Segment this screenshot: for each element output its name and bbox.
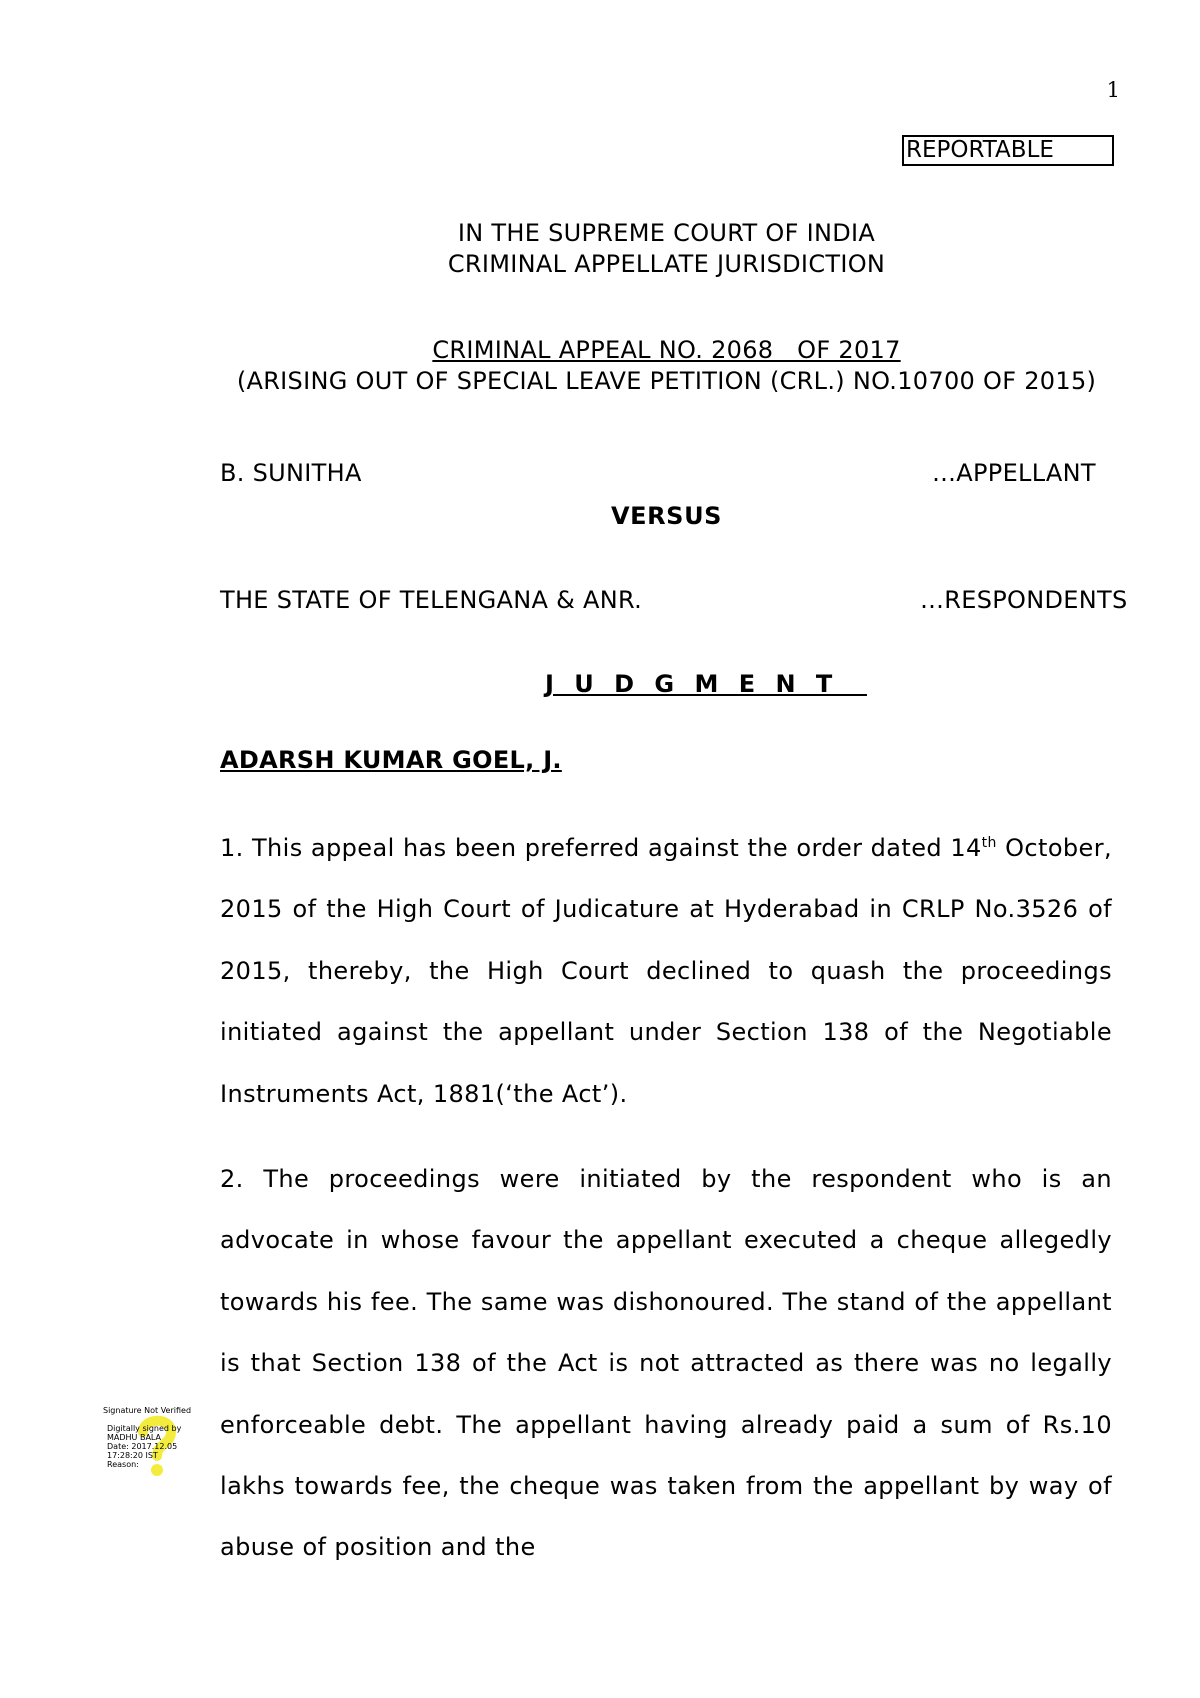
respondent-role: …RESPONDENTS <box>920 586 1128 614</box>
court-jurisdiction: CRIMINAL APPELLATE JURISDICTION <box>447 250 886 278</box>
digital-signature-stamp <box>103 1406 207 1486</box>
signature-status: Signature Not Verified <box>103 1406 192 1415</box>
reportable-label: REPORTABLE <box>902 135 1114 166</box>
appeal-number: CRIMINAL APPEAL NO. 2068 OF 2017 <box>432 336 901 364</box>
appellant-role: …APPELLANT <box>932 459 1096 487</box>
court-name: IN THE SUPREME COURT OF INDIA <box>457 219 876 247</box>
judgment-title: J U D G M E N T <box>545 670 867 698</box>
paragraph-1 <box>220 818 1112 1125</box>
versus-label: VERSUS <box>610 502 723 530</box>
signature-reason: Reason: <box>107 1460 139 1469</box>
judge-name: ADARSH KUMAR GOEL, J. <box>220 746 562 774</box>
signature-signed-by: Digitally signed by <box>107 1424 182 1433</box>
paragraph-1-rest: October, 2015 of the High Court of Judicature at Hyderabad in CRLP No.3526 of 2015, thereby, the High Court declined to quash the proceedings initiated against the appellant under Section 138 of the Negotiable Instruments Act, 1881(‘the Act’). <box>220 834 1112 1108</box>
paragraph-2: 2. The proceedings were initiated by the respondent who is an advocate in whose favour the appellant executed a cheque allegedly towards his fee. The same was dishonoured. The stand of the appellant is that Section 138 of the Act is not attracted as there was no legally enforceable debt. The appellant having already paid a sum of Rs.10 lakhs towards fee, the cheque was taken from the appellant by way of abuse of position and the <box>220 1165 1112 1562</box>
signature-time: 17:28:20 IST <box>107 1451 158 1460</box>
paragraph-1-start: 1. This appeal has been preferred against the order dated 14 <box>220 834 982 862</box>
appellant-name: B. SUNITHA <box>220 459 362 487</box>
respondent-name: THE STATE OF TELENGANA & ANR. <box>220 586 643 614</box>
ordinal-suffix: th <box>981 835 997 851</box>
signature-signer: MADHU BALA <box>107 1433 162 1442</box>
page-number: 1 <box>1106 78 1120 102</box>
arising-from: (ARISING OUT OF SPECIAL LEAVE PETITION (CRL.) NO.10700 OF 2015) <box>236 367 1097 395</box>
signature-date: Date: 2017.12.05 <box>107 1442 178 1451</box>
